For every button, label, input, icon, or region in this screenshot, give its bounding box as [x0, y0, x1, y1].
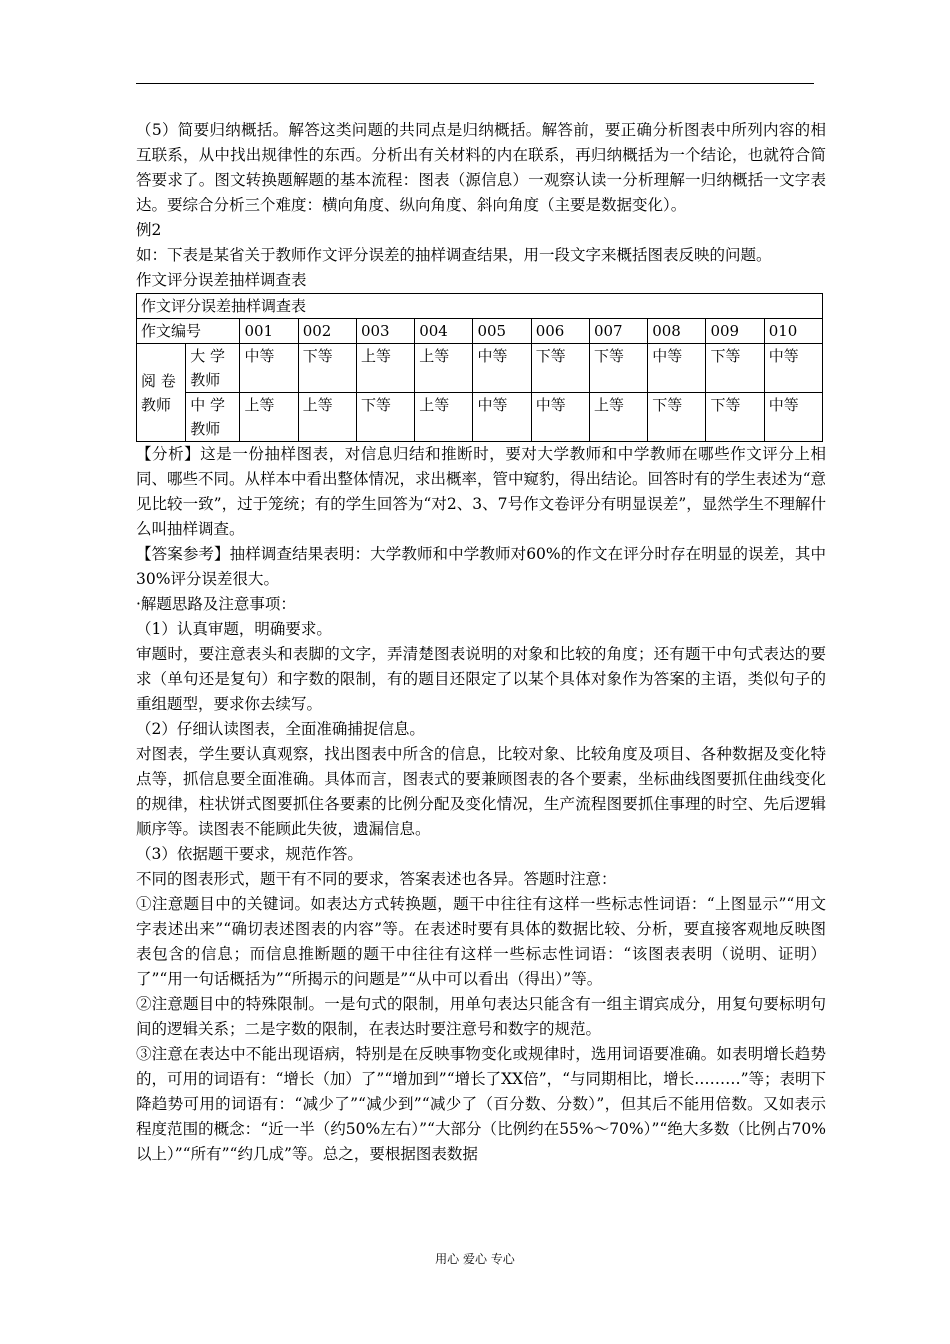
step3-title: （3）依据题干要求，规范作答。 [136, 845, 363, 863]
id-cell: 009 [706, 319, 764, 344]
grade-cell: 上等 [415, 344, 473, 393]
step2-body: 对图表，学生要认真观察，找出图表中所含的信息，比较对象、比较角度及项目、各种数据及变化特点等，抓信息要全面准确。具体而言，图表式的要兼顾图表的各个要素，坐标曲线图要抓住曲线变化的规律，柱状饼式图要抓住各要素的比例分配及变化情况，生产流程图要抓住事理的时空、先后逻辑顺序等。读图表不能顾此失彼，遗漏信息。 [136, 745, 826, 838]
note2: ②注意题目中的特殊限制。一是句式的限制，用单句表达只能含有一组主谓宾成分，用复句要标明句间的逻辑关系；二是字数的限制，在表达时要注意号和数字的规范。 [136, 995, 826, 1038]
grade-cell: 中等 [648, 344, 706, 393]
grade-cell: 中等 [473, 344, 531, 393]
id-cell: 006 [531, 319, 589, 344]
note1: ①注意题目中的关键词。如表达方式转换题，题干中往往有这样一些标志性词语：“上图显示”“用文字表述出来”“确切表述图表的内容”等。在表述时要有具体的数据比较、分析，要直接客观地反映图表包含的信息；而信息推断题的题干中往往有这样一些标志性词语：“该图表表明（说明、证明）了”“用一句话概括为”“所揭示的问题是”“从中可以看出（得出）”等。 [136, 895, 826, 988]
step3-body: 不同的图表形式，题干有不同的要求，答案表述也各异。答题时注意： [136, 870, 617, 888]
grade-cell: 中等 [531, 393, 589, 442]
id-cell: 003 [356, 319, 414, 344]
grade-cell: 下等 [531, 344, 589, 393]
table-title: 作文评分误差抽样调查表 [137, 294, 823, 319]
question-text: 如：下表是某省关于教师作文评分误差的抽样调查结果，用一段文字来概括图表反映的问题。 [136, 246, 772, 264]
grade-cell: 中等 [764, 344, 822, 393]
middle-school-teacher-label [186, 393, 240, 442]
id-cell: 010 [764, 319, 822, 344]
id-cell: 005 [473, 319, 531, 344]
step2-title: （2）仔细认读图表，全面准确捕捉信息。 [136, 720, 425, 738]
grade-cell: 上等 [356, 344, 414, 393]
grade-cell: 下等 [298, 344, 356, 393]
grade-cell: 中等 [240, 344, 298, 393]
tips-title: ·解题思路及注意事项： [136, 595, 296, 613]
grade-cell: 中等 [473, 393, 531, 442]
grade-cell: 下等 [648, 393, 706, 442]
reviewer-group-label-line2: 教师 [141, 395, 172, 414]
step1-title: （1）认真审题，明确要求。 [136, 620, 332, 638]
survey-table [136, 293, 823, 442]
university-teacher-label-line2: 教师 [190, 371, 221, 389]
grade-cell: 上等 [298, 393, 356, 442]
note3: ③注意在表达中不能出现语病，特别是在反映事物变化或规律时，选用词语要准确。如表明增长趋势的，可用的词语有：“增长（加）了”“增加到”“增长了XX倍”，“与同期相比，增长………”等；表明下降趋势可用的词语有：“减少了”“减少到”“减少了（百分数、分数）”，但其后不能用倍数。又如表示程度范围的概念：“近一半（约50%左右）”“大部分（比例约在55%～70%）”“绝大多数（比例占70%以上）”“所有”“约几成”等。总之，要根据图表数据 [136, 1045, 826, 1163]
university-teacher-label-line1: 大 学 [190, 347, 225, 365]
header-rule [136, 83, 814, 84]
id-cell: 001 [240, 319, 298, 344]
table-caption: 作文评分误差抽样调查表 [136, 271, 307, 289]
middle-school-teacher-label-line1: 中 学 [190, 396, 225, 414]
grade-cell: 下等 [589, 344, 647, 393]
grade-cell: 上等 [240, 393, 298, 442]
grade-cell: 下等 [706, 393, 764, 442]
analysis-paragraph: 【分析】这是一份抽样图表，对信息归结和推断时，要对大学教师和中学教师在哪些作文评分上相同、哪些不同。从样本中看出整体情况，求出概率，管中窥豹，得出结论。回答时有的学生表述为“意见比较一致”，过于笼统；有的学生回答为“对2、3、7号作文卷评分有明显误差”，显然学生不理解什么叫抽样调查。 [136, 445, 826, 538]
page-footer: 用心 爱心 专心 [435, 1252, 515, 1266]
id-cell: 008 [648, 319, 706, 344]
grade-cell: 上等 [589, 393, 647, 442]
university-teacher-label [186, 344, 240, 393]
id-cell: 002 [298, 319, 356, 344]
paragraph-summary: （5）简要归纳概括。解答这类问题的共同点是归纳概括。解答前，要正确分析图表中所列内容的相互联系，从中找出规律性的东西。分析出有关材料的内在联系，再归纳概括为一个结论，也就符合简答要求了。图文转换题解题的基本流程：图表（源信息）一观察认读一分析理解一归纳概括一文字表达。要综合分析三个难度：横向角度、纵向角度、斜向角度（主要是数据变化）。 [136, 121, 826, 214]
grade-cell: 中等 [764, 393, 822, 442]
grade-cell: 下等 [356, 393, 414, 442]
id-cell: 007 [589, 319, 647, 344]
grade-cell: 上等 [415, 393, 473, 442]
grade-cell: 下等 [706, 344, 764, 393]
reviewer-group-label [137, 344, 186, 442]
reviewer-group-label-line1: 阅 卷 [141, 371, 176, 390]
answer-paragraph: 【答案参考】抽样调查结果表明：大学教师和中学教师对60%的作文在评分时存在明显的误差，其中30%评分误差很大。 [136, 545, 826, 588]
document-body [136, 118, 826, 1167]
example-label: 例2 [136, 221, 162, 239]
id-header: 作文编号 [137, 319, 240, 344]
step1-body: 审题时，要注意表头和表脚的文字，弄清楚图表说明的对象和比较的角度；还有题干中句式表达的要求（单句还是复句）和字数的限制，有的题目还限定了以某个具体对象作为答案的主语，类似句子的重组题型，要求你去续写。 [136, 645, 826, 713]
middle-school-teacher-label-line2: 教师 [190, 420, 221, 438]
id-cell: 004 [415, 319, 473, 344]
